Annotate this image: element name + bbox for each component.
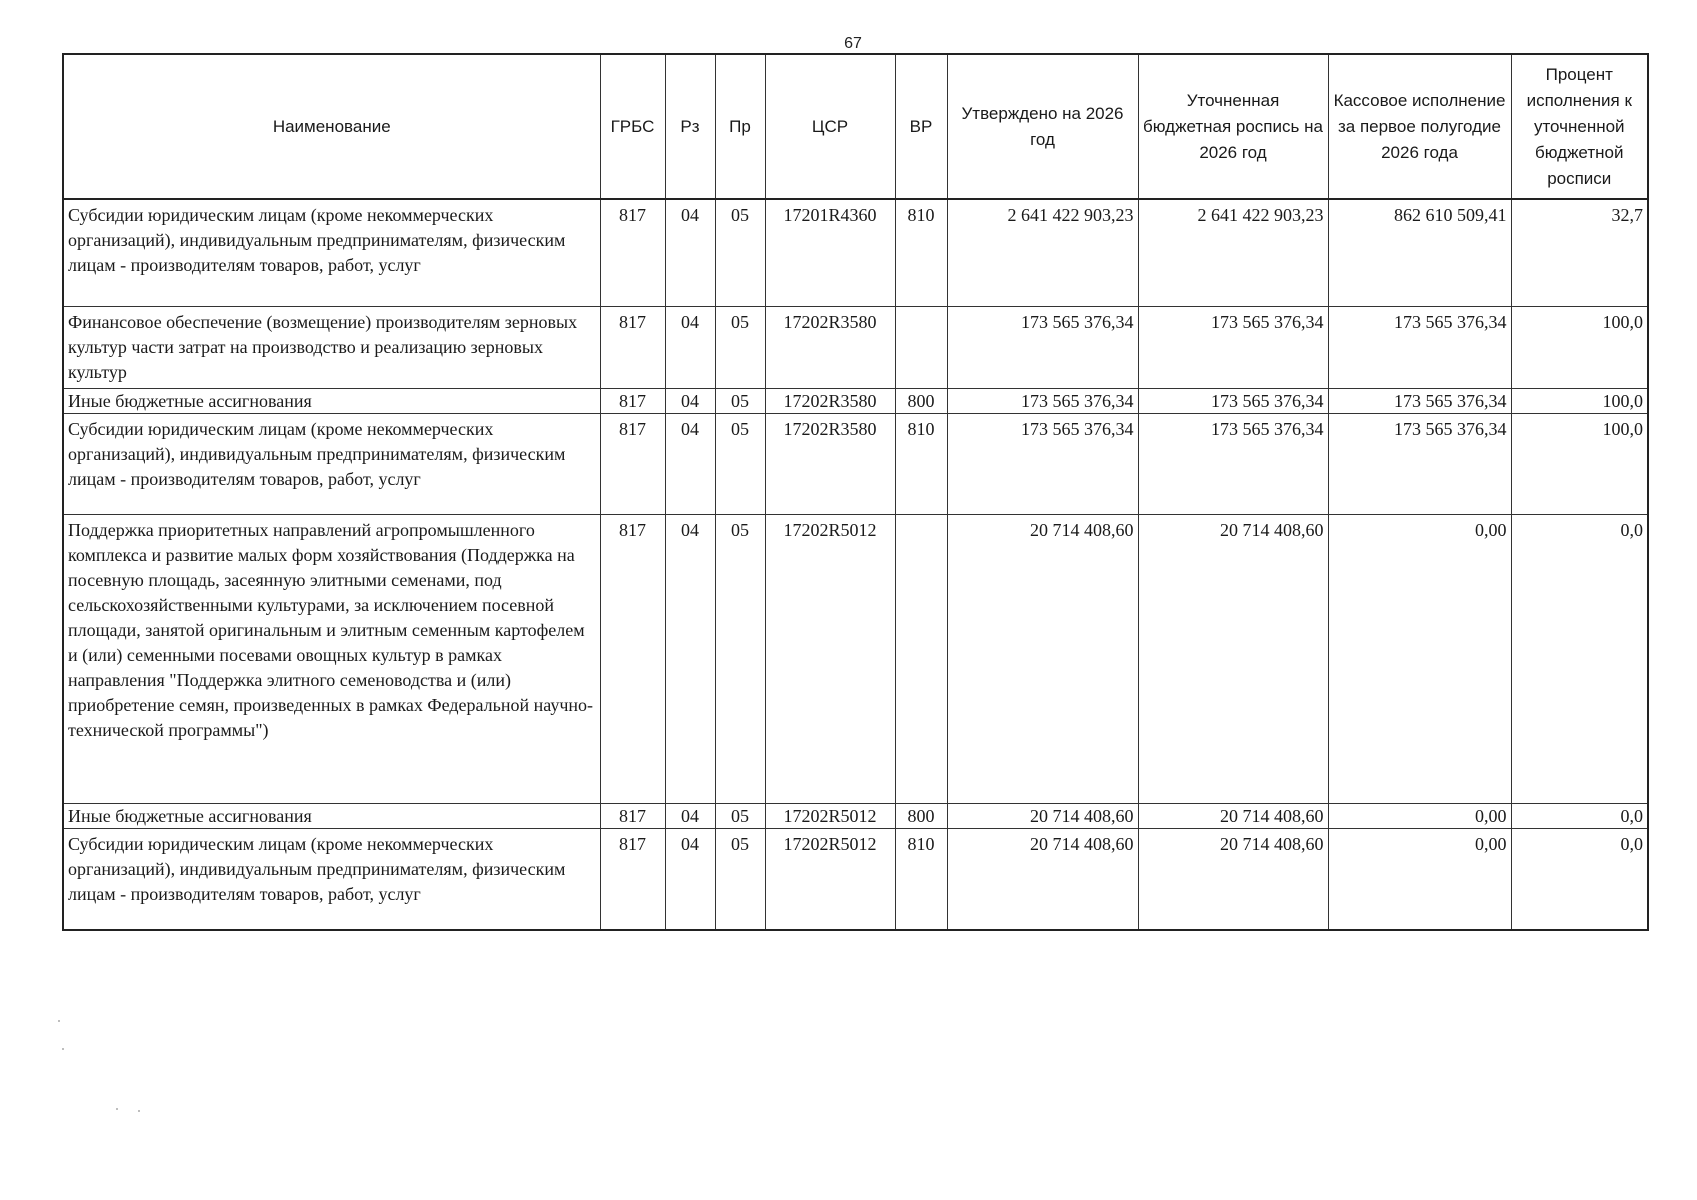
- cell-refined: 2 641 422 903,23: [1138, 199, 1328, 307]
- header-vr: ВР: [895, 54, 947, 199]
- header-percent: Процент исполнения к уточненной бюджетной росписи: [1511, 54, 1648, 199]
- cell-grbs: 817: [600, 829, 665, 931]
- page-number: 67: [844, 35, 862, 52]
- cell-csr: 17202R3580: [765, 389, 895, 414]
- cell-name: Финансовое обеспечение (возмещение) производителям зерновых культур части затрат на производство и реализацию зерновых культур: [63, 307, 600, 389]
- cell-refined: 20 714 408,60: [1138, 515, 1328, 804]
- cell-name: Субсидии юридическим лицам (кроме некоммерческих организаций), индивидуальным предпринимателям, физическим лицам - производителям товаров, работ, услуг: [63, 829, 600, 931]
- cell-grbs: 817: [600, 804, 665, 829]
- cell-refined: 173 565 376,34: [1138, 307, 1328, 389]
- cell-csr: 17202R5012: [765, 804, 895, 829]
- cell-rz: 04: [665, 389, 715, 414]
- cell-approved: 20 714 408,60: [947, 804, 1138, 829]
- scan-speck: [58, 1020, 60, 1022]
- cell-percent: 0,0: [1511, 829, 1648, 931]
- cell-vr: 800: [895, 389, 947, 414]
- cell-percent: 100,0: [1511, 414, 1648, 515]
- cell-percent: 32,7: [1511, 199, 1648, 307]
- cell-rz: 04: [665, 414, 715, 515]
- cell-pr: 05: [715, 199, 765, 307]
- table-row: [63, 414, 1648, 515]
- cell-cash: 0,00: [1328, 804, 1511, 829]
- cell-percent: 100,0: [1511, 307, 1648, 389]
- cell-approved: 173 565 376,34: [947, 307, 1138, 389]
- cell-csr: 17202R5012: [765, 829, 895, 931]
- cell-pr: 05: [715, 515, 765, 804]
- scan-speck: [138, 1110, 140, 1112]
- cell-refined: 173 565 376,34: [1138, 389, 1328, 414]
- header-refined: Уточненная бюджетная роспись на 2026 год: [1138, 54, 1328, 199]
- header-pr: Пр: [715, 54, 765, 199]
- cell-grbs: 817: [600, 515, 665, 804]
- cell-pr: 05: [715, 307, 765, 389]
- header-name: Наименование: [63, 54, 600, 199]
- cell-cash: 0,00: [1328, 515, 1511, 804]
- cell-csr: 17202R5012: [765, 515, 895, 804]
- cell-rz: 04: [665, 804, 715, 829]
- cell-pr: 05: [715, 414, 765, 515]
- cell-approved: 20 714 408,60: [947, 515, 1138, 804]
- table-row: [63, 515, 1648, 804]
- cell-csr: 17202R3580: [765, 307, 895, 389]
- cell-grbs: 817: [600, 389, 665, 414]
- table-row: [63, 804, 1648, 829]
- cell-vr: [895, 515, 947, 804]
- cell-rz: 04: [665, 307, 715, 389]
- cell-refined: 20 714 408,60: [1138, 829, 1328, 931]
- cell-name: Иные бюджетные ассигнования: [63, 804, 600, 829]
- header-approved: Утверждено на 2026 год: [947, 54, 1138, 199]
- header-csr: ЦСР: [765, 54, 895, 199]
- cell-cash: 173 565 376,34: [1328, 414, 1511, 515]
- cell-refined: 173 565 376,34: [1138, 414, 1328, 515]
- cell-name: Субсидии юридическим лицам (кроме некоммерческих организаций), индивидуальным предпринимателям, физическим лицам - производителям товаров, работ, услуг: [63, 199, 600, 307]
- cell-name: Поддержка приоритетных направлений агропромышленного комплекса и развитие малых форм хозяйствования (Поддержка на посевную площадь, засеянную элитными семенами, под сельскохозяйственными культурами, за исключением посевной площади, занятой оригинальным и элитным семенным картофелем и (или) семенными посевами овощных культур в рамках направления "Поддержка элитного семеноводства и (или) приобретение семян, произведенных в рамках Федеральной научно-технической программы"): [63, 515, 600, 804]
- budget-execution-table: [62, 53, 1649, 931]
- cell-csr: 17202R3580: [765, 414, 895, 515]
- cell-cash: 0,00: [1328, 829, 1511, 931]
- cell-percent: 100,0: [1511, 389, 1648, 414]
- cell-refined: 20 714 408,60: [1138, 804, 1328, 829]
- cell-grbs: 817: [600, 414, 665, 515]
- header-cash: Кассовое исполнение за первое полугодие 2026 года: [1328, 54, 1511, 199]
- cell-percent: 0,0: [1511, 804, 1648, 829]
- cell-cash: 862 610 509,41: [1328, 199, 1511, 307]
- table-row: [63, 199, 1648, 307]
- cell-name: Субсидии юридическим лицам (кроме некоммерческих организаций), индивидуальным предпринимателям, физическим лицам - производителям товаров, работ, услуг: [63, 414, 600, 515]
- cell-approved: 173 565 376,34: [947, 389, 1138, 414]
- cell-approved: 20 714 408,60: [947, 829, 1138, 931]
- table-row: [63, 307, 1648, 389]
- cell-vr: 810: [895, 829, 947, 931]
- cell-vr: 810: [895, 414, 947, 515]
- cell-pr: 05: [715, 804, 765, 829]
- cell-rz: 04: [665, 829, 715, 931]
- table-row: [63, 389, 1648, 414]
- cell-rz: 04: [665, 515, 715, 804]
- cell-rz: 04: [665, 199, 715, 307]
- scan-speck: [116, 1108, 118, 1110]
- header-grbs: ГРБС: [600, 54, 665, 199]
- cell-vr: 810: [895, 199, 947, 307]
- cell-pr: 05: [715, 829, 765, 931]
- cell-pr: 05: [715, 389, 765, 414]
- cell-percent: 0,0: [1511, 515, 1648, 804]
- cell-approved: 173 565 376,34: [947, 414, 1138, 515]
- cell-name: Иные бюджетные ассигнования: [63, 389, 600, 414]
- cell-vr: 800: [895, 804, 947, 829]
- cell-grbs: 817: [600, 307, 665, 389]
- header-rz: Рз: [665, 54, 715, 199]
- cell-vr: [895, 307, 947, 389]
- cell-cash: 173 565 376,34: [1328, 307, 1511, 389]
- table-row: [63, 829, 1648, 931]
- scan-speck: [62, 1048, 64, 1050]
- cell-csr: 17201R4360: [765, 199, 895, 307]
- cell-cash: 173 565 376,34: [1328, 389, 1511, 414]
- header-row: [63, 54, 1648, 199]
- cell-grbs: 817: [600, 199, 665, 307]
- cell-approved: 2 641 422 903,23: [947, 199, 1138, 307]
